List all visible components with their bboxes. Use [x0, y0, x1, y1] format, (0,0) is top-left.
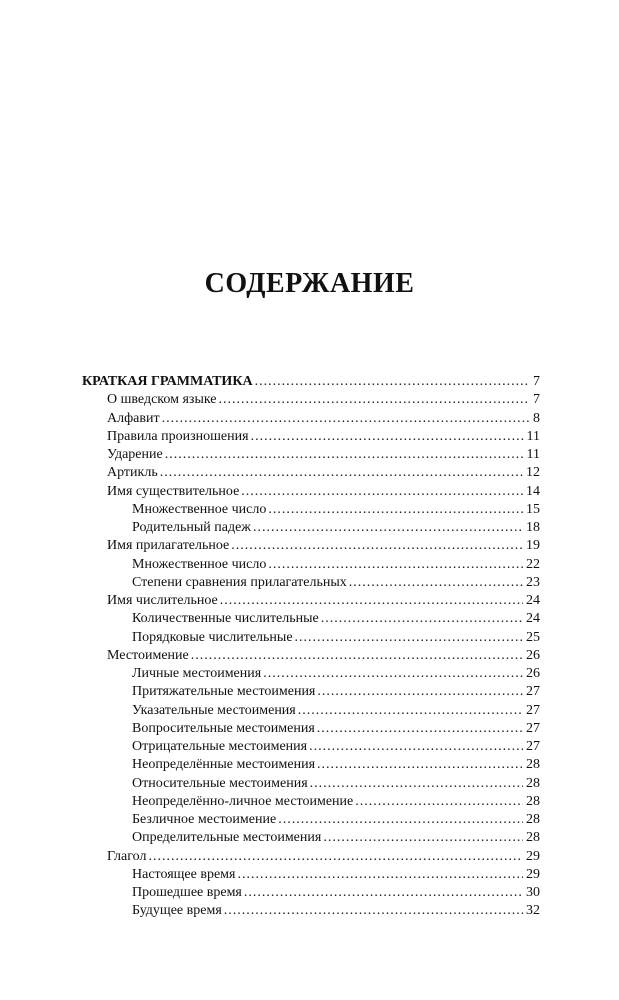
toc-entry — [82, 519, 540, 537]
toc-leader-dots — [278, 811, 523, 829]
toc-entry-page: 22 — [526, 556, 540, 572]
toc-entry-label: Настоящее время — [132, 866, 236, 882]
toc-entry-page: 28 — [526, 793, 540, 809]
toc-entry-label: Неопределённые местоимения — [132, 757, 316, 773]
toc-entry-page: 18 — [526, 520, 540, 535]
toc-entry — [82, 665, 540, 683]
toc-entry — [82, 464, 540, 482]
toc-entry — [82, 391, 540, 409]
toc-entry-page: 29 — [526, 866, 540, 882]
toc-entry — [82, 756, 540, 774]
toc-leader-dots — [295, 629, 523, 647]
toc-leader-dots — [317, 756, 523, 774]
toc-leader-dots — [219, 391, 530, 409]
toc-entry — [82, 610, 540, 628]
toc-entry — [82, 501, 540, 519]
toc-entry-label: Имя числительное — [107, 593, 218, 608]
toc-entry-page: 30 — [526, 885, 540, 900]
toc-entry-label: Имя прилагательное — [107, 538, 230, 554]
page-title: СОДЕРЖАНИЕ — [204, 268, 415, 299]
toc-entry-page: 28 — [526, 830, 540, 846]
toc-entry-page: 28 — [526, 775, 540, 791]
toc-entry-page: 8 — [533, 410, 540, 426]
toc-entry — [82, 446, 540, 464]
toc-entry-page: 24 — [526, 611, 540, 627]
toc-entry-page: 23 — [526, 574, 540, 590]
toc-entry-page: 11 — [526, 428, 540, 444]
toc-entry-page: 25 — [526, 629, 540, 645]
toc-entry-page: 27 — [526, 684, 540, 700]
toc-entry — [82, 902, 540, 920]
toc-entry-label: КРАТКАЯ ГРАММАТИКА — [82, 374, 253, 389]
toc-entry-label: Личные местоимения — [132, 666, 262, 681]
toc-entry-page: 32 — [526, 903, 540, 919]
toc-leader-dots — [148, 848, 523, 866]
toc-leader-dots — [165, 446, 524, 464]
toc-entry-page: 28 — [526, 757, 540, 773]
toc-entry — [82, 556, 540, 574]
toc-entry — [82, 775, 540, 793]
toc-entry-label: Степени сравнения прилагательных — [132, 574, 347, 590]
toc-entry-page: 7 — [533, 392, 540, 408]
toc-entry — [82, 428, 540, 446]
toc-entry-page: 26 — [526, 666, 540, 681]
toc-entry-page: 12 — [526, 465, 540, 481]
toc-entry-label: Определительные местоимения — [132, 830, 322, 846]
toc-entry — [82, 793, 540, 811]
toc-entry-page: 14 — [526, 483, 540, 499]
toc-entry-label: Глагол — [107, 848, 147, 864]
toc-leader-dots — [255, 373, 530, 391]
toc-entry — [82, 866, 540, 884]
toc-entry-label: Артикль — [107, 465, 158, 481]
toc-entry-page: 29 — [526, 848, 540, 864]
toc-entry-label: Ударение — [107, 447, 163, 462]
toc-entry-page: 11 — [526, 447, 540, 462]
toc-entry-page: 24 — [526, 593, 540, 608]
toc-entry — [82, 647, 540, 665]
toc-entry — [82, 373, 540, 391]
toc-leader-dots — [241, 483, 523, 501]
toc-entry-label: Порядковые числительные — [132, 629, 293, 645]
toc-entry-label: Будущее время — [132, 903, 222, 919]
toc-leader-dots — [310, 775, 523, 793]
toc-entry-label: Имя существительное — [107, 483, 240, 499]
toc-entry-label: Множественное число — [132, 501, 267, 517]
toc-leader-dots — [162, 410, 530, 428]
toc-entry-label: Количественные числительные — [132, 611, 319, 627]
toc-entry — [82, 738, 540, 756]
toc-entry-label: Притяжательные местоимения — [132, 684, 316, 700]
toc-leader-dots — [244, 884, 523, 902]
toc-entry-label: Множественное число — [132, 556, 267, 572]
toc-entry — [82, 483, 540, 501]
toc-leader-dots — [253, 519, 523, 537]
toc-entry-label: Алфавит — [107, 410, 160, 426]
toc-leader-dots — [220, 592, 523, 610]
toc-leader-dots — [231, 537, 523, 555]
toc-leader-dots — [160, 464, 523, 482]
toc-entry — [82, 683, 540, 701]
toc-entry-label: Неопределённо-личное местоимение — [132, 793, 354, 809]
toc-entry-page: 27 — [526, 720, 540, 736]
toc-leader-dots — [321, 610, 523, 628]
toc-entry-page: 15 — [526, 501, 540, 517]
toc-leader-dots — [224, 902, 523, 920]
toc-entry — [82, 410, 540, 428]
toc-entry-page: 26 — [526, 647, 540, 663]
toc-leader-dots — [263, 665, 523, 683]
toc-entry — [82, 592, 540, 610]
toc-entry-page: 7 — [533, 374, 540, 389]
toc-entry — [82, 537, 540, 555]
toc-entry-label: Местоимение — [107, 647, 189, 663]
toc-entry — [82, 702, 540, 720]
toc-entry-label: Указательные местоимения — [132, 702, 296, 718]
toc-entry — [82, 574, 540, 592]
toc-leader-dots — [309, 738, 523, 756]
toc-entry-label: Относительные местоимения — [132, 775, 308, 791]
toc-entry — [82, 829, 540, 847]
toc-entry-page: 19 — [526, 538, 540, 554]
toc-entry-page: 27 — [526, 739, 540, 754]
toc-leader-dots — [355, 793, 523, 811]
toc-leader-dots — [268, 556, 523, 574]
toc-leader-dots — [298, 702, 523, 720]
toc-entry — [82, 720, 540, 738]
toc-leader-dots — [317, 720, 523, 738]
toc-entry-label: Вопросительные местоимения — [132, 720, 315, 736]
toc-entry — [82, 811, 540, 829]
toc-entry-label: О шведском языке — [107, 392, 217, 408]
toc-entry — [82, 848, 540, 866]
toc-leader-dots — [251, 428, 524, 446]
toc-entry-label: Безличное местоимение — [132, 812, 277, 827]
toc-entry — [82, 629, 540, 647]
toc-leader-dots — [349, 574, 523, 592]
toc-leader-dots — [191, 647, 523, 665]
toc-leader-dots — [323, 829, 523, 847]
toc-entry-label: Правила произношения — [107, 428, 249, 444]
toc-entry-label: Прошедшее время — [132, 885, 242, 900]
toc-entry-page: 28 — [526, 812, 540, 827]
toc-leader-dots — [268, 501, 523, 519]
toc-entry-label: Отрицательные местоимения — [132, 739, 308, 754]
table-of-contents — [82, 373, 540, 921]
toc-entry-page: 27 — [526, 702, 540, 718]
toc-leader-dots — [237, 866, 523, 884]
toc-entry — [82, 884, 540, 902]
toc-entry-label: Родительный падеж — [132, 520, 251, 535]
toc-leader-dots — [317, 683, 523, 701]
